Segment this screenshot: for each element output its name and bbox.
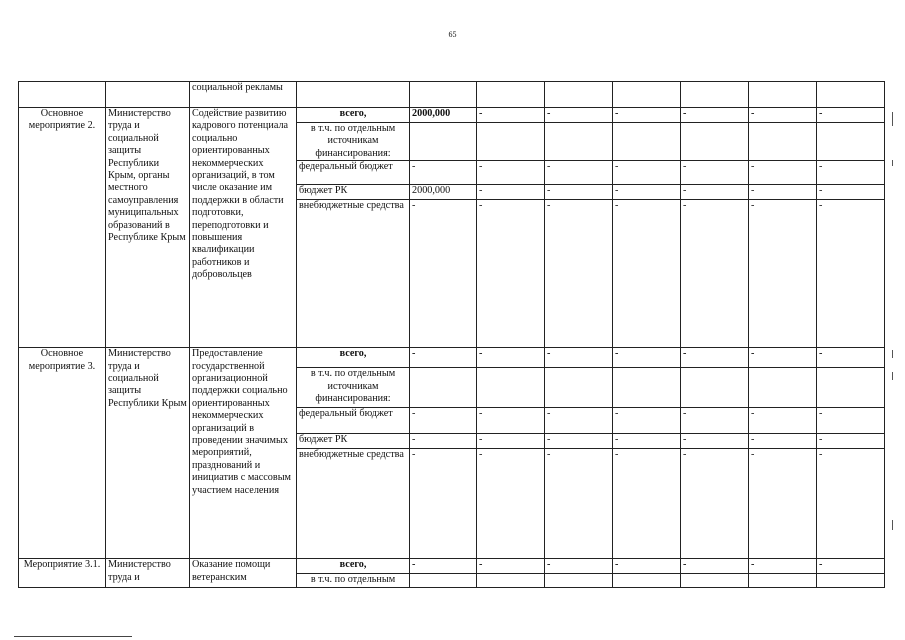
funding-amount: [410, 368, 477, 408]
table-row: [19, 348, 885, 368]
table-cell: [106, 82, 190, 108]
year-amount-cell: [681, 123, 749, 161]
scan-edge-mark: [892, 520, 893, 530]
year-amount-cell: -: [545, 161, 613, 185]
year-amount-cell: -: [477, 408, 545, 434]
year-amount-cell: [613, 368, 681, 408]
scan-edge-mark: [892, 160, 893, 166]
year-amount-cell: -: [477, 449, 545, 559]
year-amount-cell: [749, 368, 817, 408]
year-amount-cell: [681, 368, 749, 408]
table-cell: [613, 82, 681, 108]
funding-amount: -: [410, 449, 477, 559]
funding-source: всего,: [297, 559, 410, 574]
year-amount-cell: -: [749, 185, 817, 200]
year-amount-cell: [545, 368, 613, 408]
measure-description: социальной рекламы: [190, 82, 297, 108]
funding-amount: [410, 123, 477, 161]
year-amount-cell: -: [817, 348, 885, 368]
year-amount-cell: -: [545, 408, 613, 434]
year-amount-cell: [749, 574, 817, 588]
year-amount-cell: -: [817, 108, 885, 123]
year-amount-cell: -: [545, 434, 613, 449]
footer-divider: [14, 636, 132, 637]
year-amount-cell: -: [817, 434, 885, 449]
funding-source: бюджет РК: [297, 185, 410, 200]
measure-name: Мероприятие 3.1.: [19, 559, 106, 588]
year-amount-cell: -: [545, 449, 613, 559]
page-number: 65: [448, 30, 457, 39]
year-amount-cell: [545, 123, 613, 161]
year-amount-cell: -: [477, 348, 545, 368]
year-amount-cell: -: [681, 161, 749, 185]
year-amount-cell: -: [817, 161, 885, 185]
table-cell: [681, 82, 749, 108]
year-amount-cell: -: [545, 108, 613, 123]
table-cell: [297, 82, 410, 108]
year-amount-cell: [477, 574, 545, 588]
funding-source: федеральный бюджет: [297, 161, 410, 185]
table-cell: [817, 82, 885, 108]
year-amount-cell: [749, 123, 817, 161]
budget-table: [18, 81, 885, 588]
year-amount-cell: -: [817, 200, 885, 348]
year-amount-cell: -: [613, 434, 681, 449]
measure-description: Содействие развитию кадрового потенциала социально ориентированных некоммерческих организаций, в том числе оказание им поддержки в области подготовки, переподготовки и повышения квалификации работников и добровольцев: [190, 108, 297, 348]
funding-source: внебюджетные средства: [297, 449, 410, 559]
year-amount-cell: -: [477, 200, 545, 348]
table-row: [19, 108, 885, 123]
year-amount-cell: -: [613, 559, 681, 574]
year-amount-cell: -: [477, 161, 545, 185]
funding-source: в т.ч. по отдельным источникам финансирования:: [297, 123, 410, 161]
table-cell: [545, 82, 613, 108]
year-amount-cell: [613, 123, 681, 161]
responsible-executor: Министерство труда и: [106, 559, 190, 588]
year-amount-cell: [681, 574, 749, 588]
year-amount-cell: -: [613, 161, 681, 185]
year-amount-cell: -: [613, 449, 681, 559]
year-amount-cell: -: [817, 559, 885, 574]
year-amount-cell: -: [749, 200, 817, 348]
year-amount-cell: -: [749, 161, 817, 185]
year-amount-cell: -: [545, 185, 613, 200]
table-cell: [749, 82, 817, 108]
measure-name: Основное мероприятие 2.: [19, 108, 106, 348]
year-amount-cell: -: [681, 559, 749, 574]
year-amount-cell: -: [613, 108, 681, 123]
funding-source: федеральный бюджет: [297, 408, 410, 434]
year-amount-cell: -: [681, 408, 749, 434]
year-amount-cell: -: [749, 434, 817, 449]
funding-source: бюджет РК: [297, 434, 410, 449]
year-amount-cell: -: [477, 185, 545, 200]
table-row: [19, 82, 885, 108]
funding-amount: -: [410, 200, 477, 348]
funding-amount: 2000,000: [410, 185, 477, 200]
funding-amount: -: [410, 408, 477, 434]
funding-source: в т.ч. по отдельным: [297, 574, 410, 588]
scan-edge-mark: [892, 112, 893, 126]
year-amount-cell: [545, 574, 613, 588]
funding-source: всего,: [297, 348, 410, 368]
year-amount-cell: -: [817, 408, 885, 434]
table-cell: [19, 82, 106, 108]
year-amount-cell: -: [681, 200, 749, 348]
year-amount-cell: -: [817, 449, 885, 559]
year-amount-cell: [477, 368, 545, 408]
year-amount-cell: -: [681, 348, 749, 368]
year-amount-cell: -: [545, 348, 613, 368]
funding-amount: -: [410, 348, 477, 368]
funding-amount: -: [410, 434, 477, 449]
year-amount-cell: -: [613, 200, 681, 348]
year-amount-cell: -: [817, 185, 885, 200]
year-amount-cell: -: [477, 434, 545, 449]
scan-edge-mark: [892, 372, 893, 380]
year-amount-cell: -: [681, 185, 749, 200]
year-amount-cell: [817, 574, 885, 588]
year-amount-cell: -: [749, 408, 817, 434]
funding-amount: [410, 574, 477, 588]
table-row: [19, 559, 885, 574]
year-amount-cell: -: [681, 434, 749, 449]
year-amount-cell: -: [613, 408, 681, 434]
table-cell: [410, 82, 477, 108]
scan-edge-mark: [892, 350, 893, 358]
year-amount-cell: -: [613, 185, 681, 200]
year-amount-cell: -: [477, 559, 545, 574]
year-amount-cell: -: [681, 108, 749, 123]
year-amount-cell: -: [545, 200, 613, 348]
year-amount-cell: [477, 123, 545, 161]
year-amount-cell: -: [749, 449, 817, 559]
responsible-executor: Министерство труда и социальной защиты Республики Крым, органы местного самоуправления муниципальных образований в Республике Крым: [106, 108, 190, 348]
year-amount-cell: [613, 574, 681, 588]
year-amount-cell: [817, 123, 885, 161]
year-amount-cell: -: [545, 559, 613, 574]
responsible-executor: Министерство труда и социальной защиты Республики Крым: [106, 348, 190, 559]
measure-description: Предоставление государственной организационной поддержки социально ориентированных некоммерческих организаций в проведении значимых мероприятий, празднований и инициатив с массовым участием населения: [190, 348, 297, 559]
funding-source: в т.ч. по отдельным источникам финансирования:: [297, 368, 410, 408]
table-cell: [477, 82, 545, 108]
year-amount-cell: -: [681, 449, 749, 559]
year-amount-cell: -: [749, 559, 817, 574]
funding-source: всего,: [297, 108, 410, 123]
measure-description: Оказание помощи ветеранским: [190, 559, 297, 588]
year-amount-cell: -: [749, 348, 817, 368]
funding-amount: -: [410, 559, 477, 574]
year-amount-cell: [817, 368, 885, 408]
funding-amount: -: [410, 161, 477, 185]
year-amount-cell: -: [749, 108, 817, 123]
funding-source: внебюджетные средства: [297, 200, 410, 348]
year-amount-cell: -: [613, 348, 681, 368]
year-amount-cell: -: [477, 108, 545, 123]
measure-name: Основное мероприятие 3.: [19, 348, 106, 559]
funding-amount: 2000,000: [410, 108, 477, 123]
